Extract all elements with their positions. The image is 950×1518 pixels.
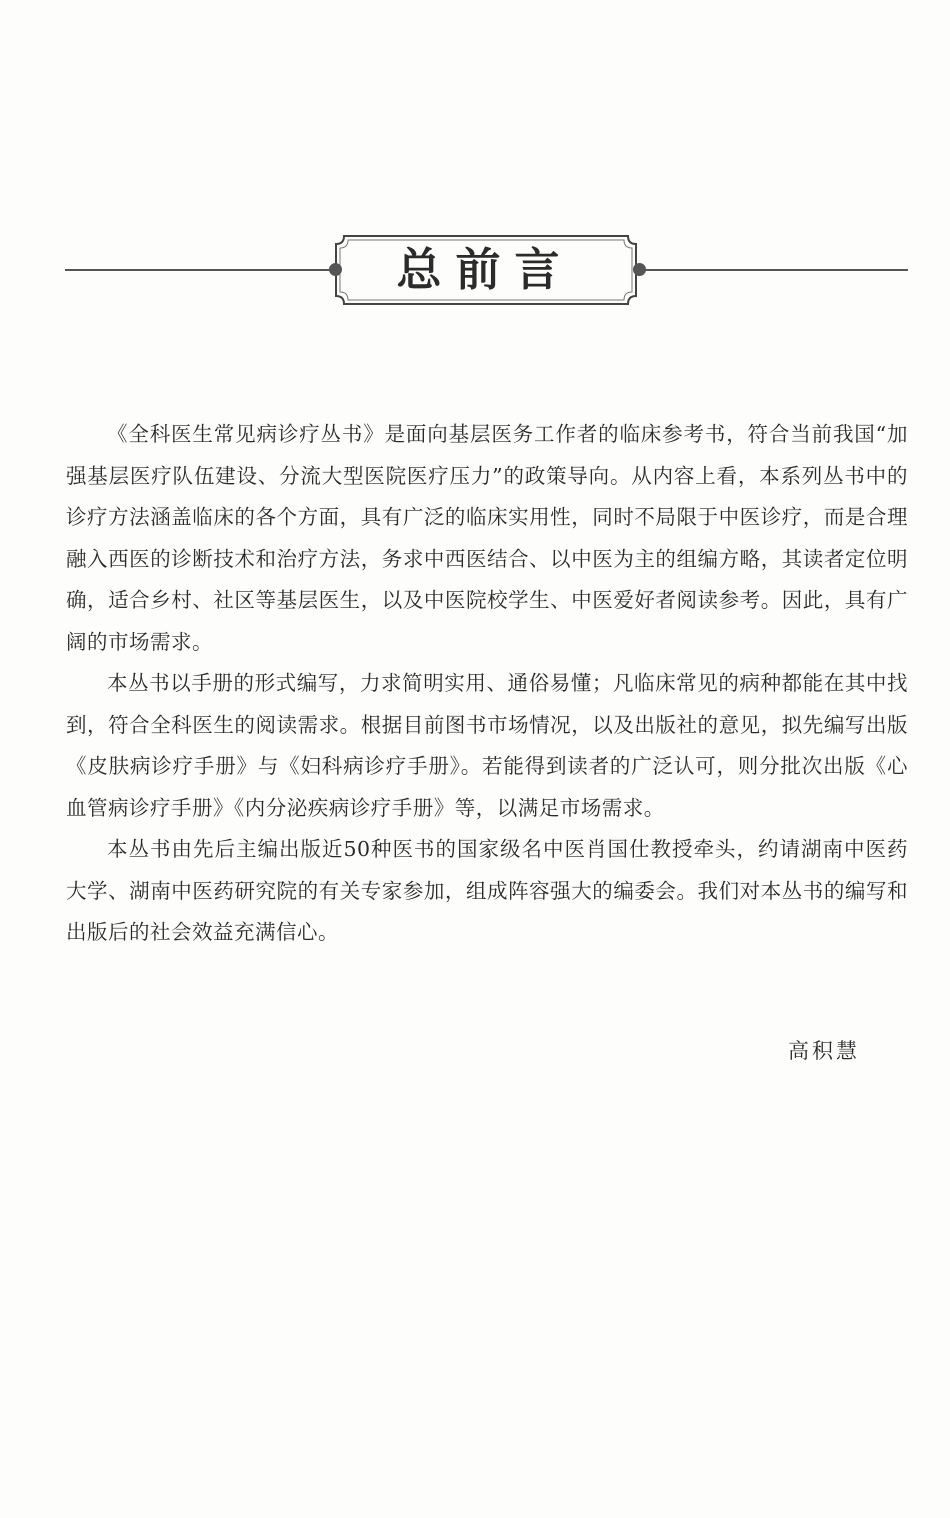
signature: 高积慧 [788, 1039, 860, 1063]
title-rule-left [65, 269, 335, 271]
page-title: 总前言 [396, 243, 574, 296]
title-ornament-dot-left [329, 263, 342, 276]
paragraph-3: 本丛书由先后主编出版近50种医书的国家级名中医肖国仕教授牵头，约请湖南中医药大学、湖南中医药研究院的有关专家参加，组成阵容强大的编委会。我们对本丛书的编写和出版后的社会效益充满信心。 [66, 837, 908, 944]
paragraph-1: 《全科医生常见病诊疗丛书》是面向基层医务工作者的临床参考书，符合当前我国“加强基层医疗队伍建设、分流大型医院医疗压力”的政策导向。从内容上看，本系列丛书中的诊疗方法涵盖临床的各个方面，具有广泛的临床实用性，同时不局限于中医诊疗，而是合理融入西医的诊断技术和治疗方法，务求中西医结合、以中医为主的组编方略，其读者定位明确，适合乡村、社区等基层医生，以及中医院校学生、中医爱好者阅读参考。因此，具有广阔的市场需求。 [66, 422, 908, 654]
body-text [66, 414, 908, 954]
title-ornament-dot-right [633, 263, 646, 276]
title-rule-right [642, 269, 908, 271]
paragraph-2: 本丛书以手册的形式编写，力求简明实用、通俗易懂；凡临床常见的病种都能在其中找到，符合全科医生的阅读需求。根据目前图书市场情况，以及出版社的意见，拟先编写出版《皮肤病诊疗手册》与《妇科病诊疗手册》。若能得到读者的广泛认可，则分批次出版《心血管病诊疗手册》《内分泌疾病诊疗手册》等，以满足市场需求。 [66, 671, 908, 820]
title-block [0, 230, 950, 310]
